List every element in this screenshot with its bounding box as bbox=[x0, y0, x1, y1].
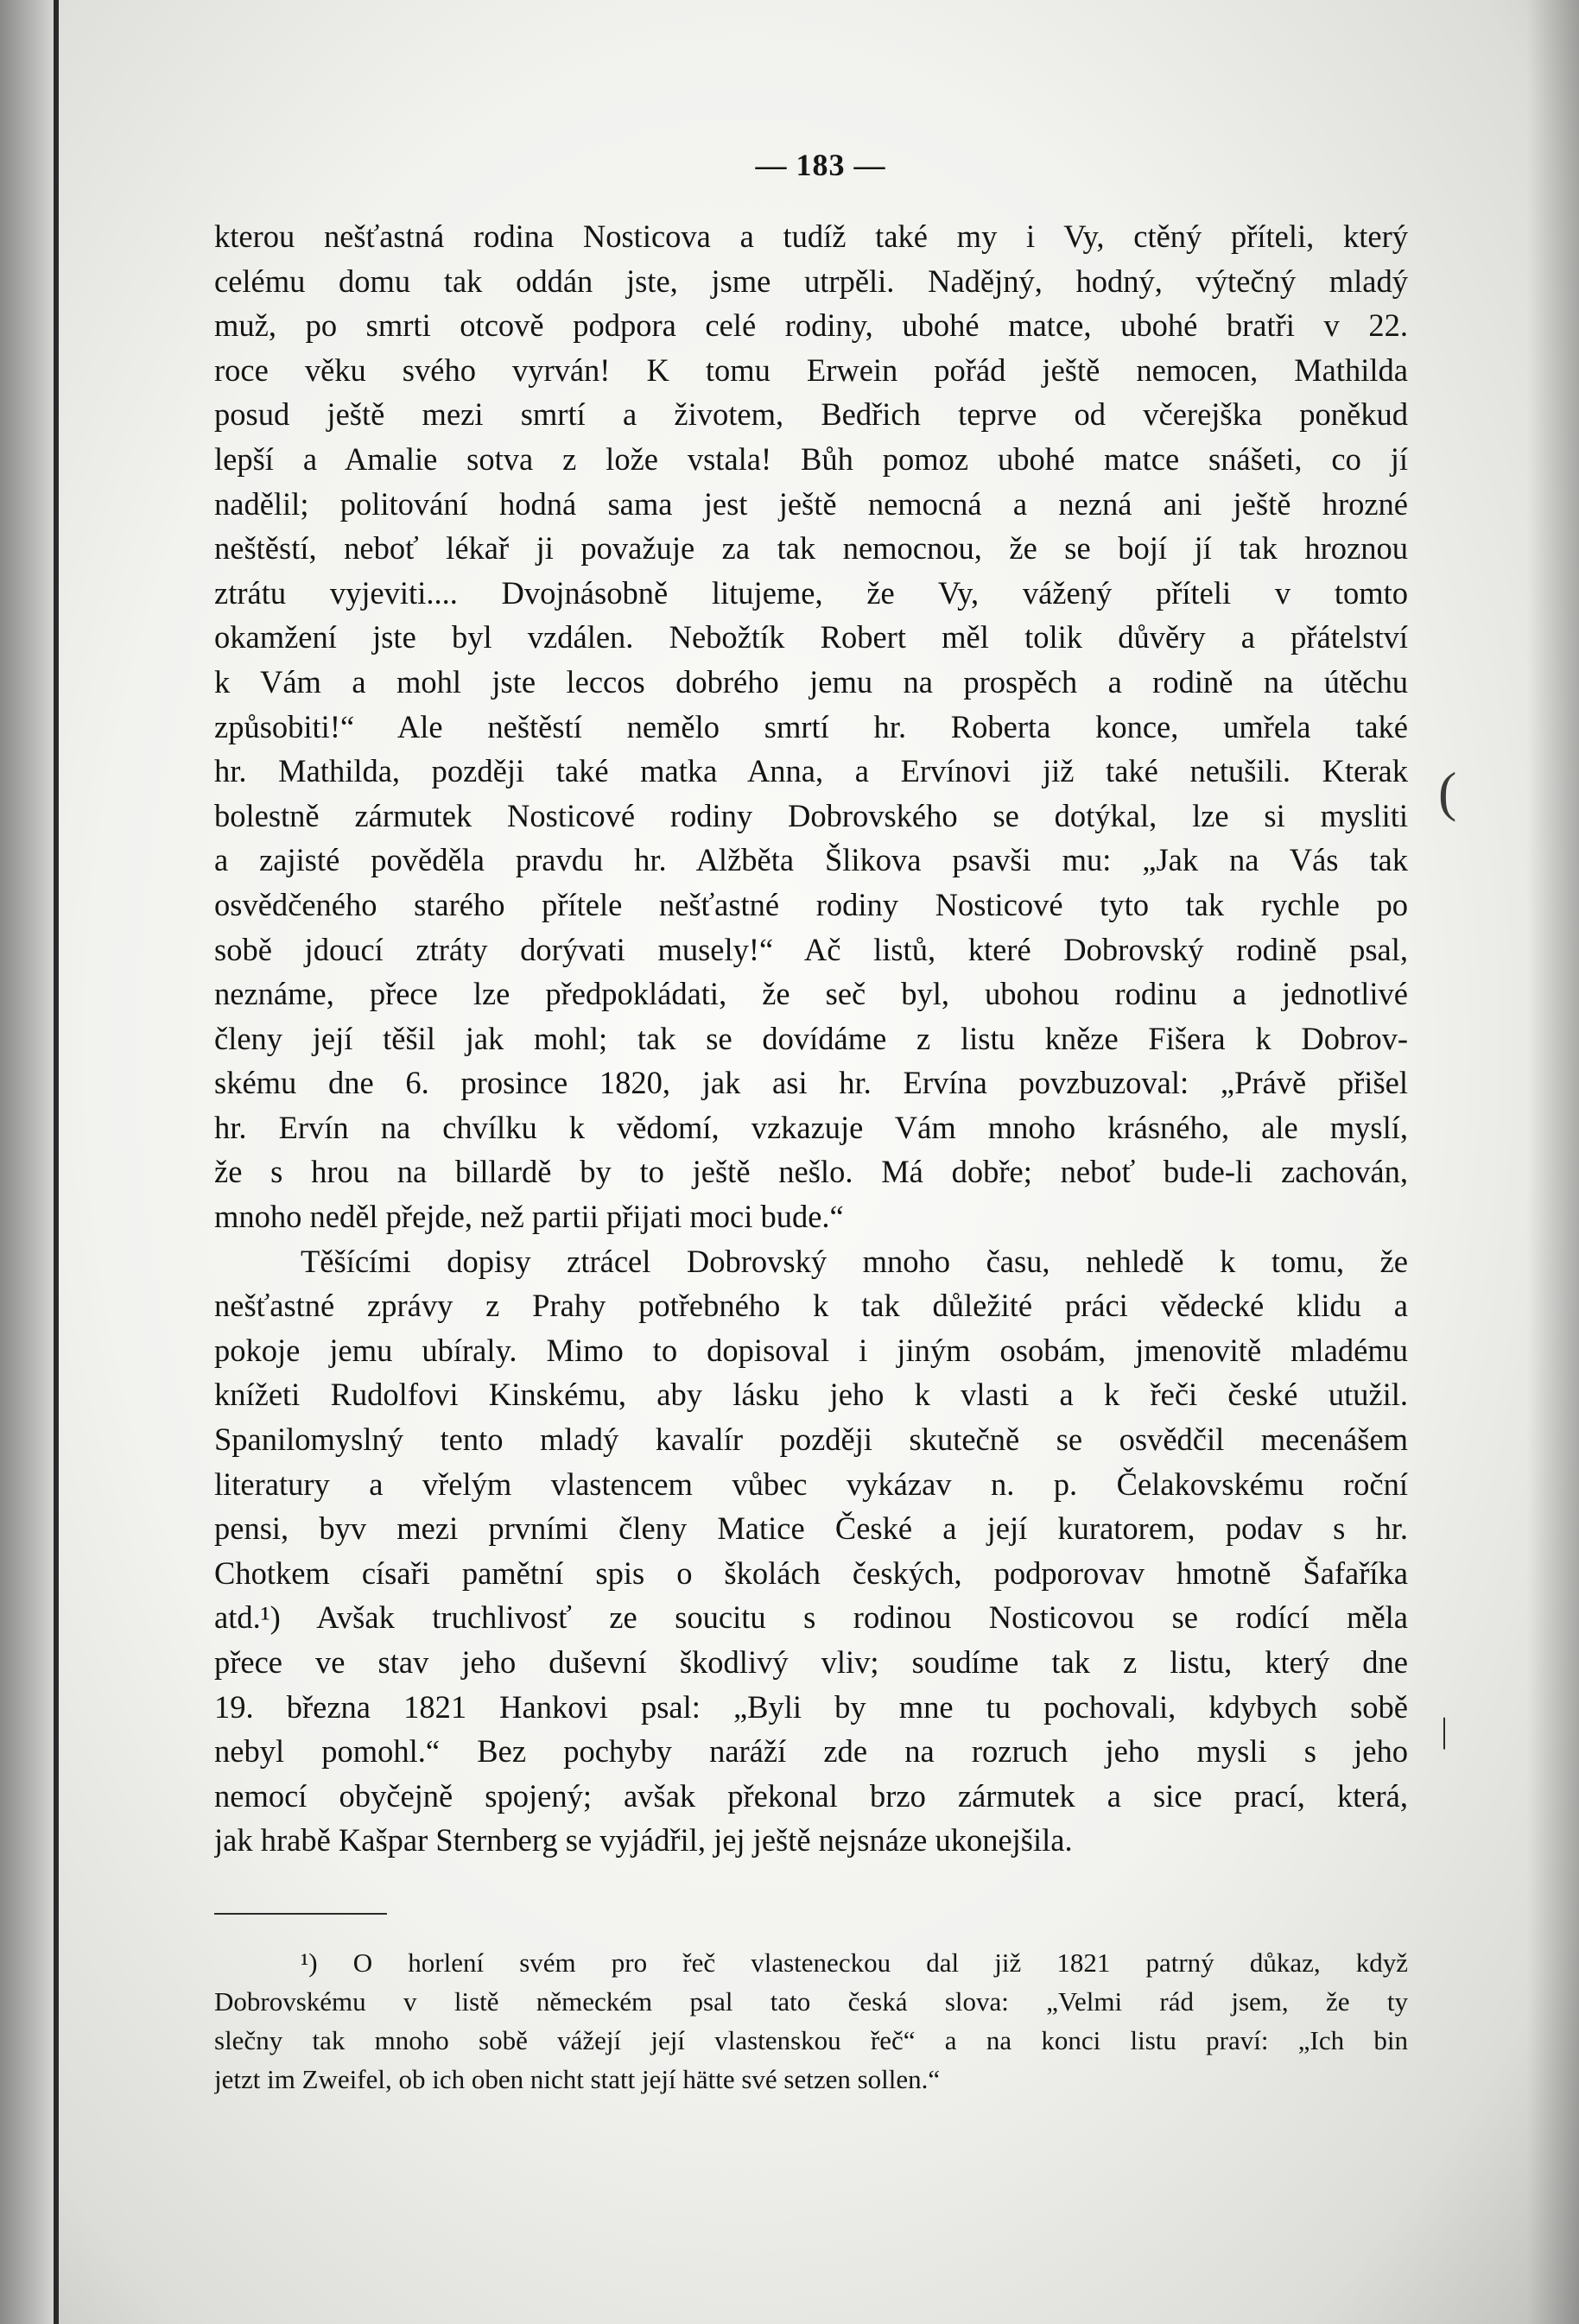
body-line: okamžení jste byl vzdálen. Nebožtík Robert měl tolik důvěry a přátelství bbox=[214, 619, 1408, 655]
body-line: ztrátu vyjeviti.... Dvojnásobně litujeme, že Vy, vážený příteli v tomto bbox=[214, 574, 1408, 611]
body-line: že s hrou na billardě by to ještě nešlo. Má dobře; neboť bude-li zachován, bbox=[214, 1154, 1408, 1190]
page-shadow bbox=[1527, 0, 1579, 2324]
body-line: pensi, byv mezi prvními členy Matice České a její kuratorem, podav s hr. bbox=[214, 1510, 1408, 1547]
body-line: Těšícími dopisy ztrácel Dobrovský mnoho času, nehledě k tomu, že bbox=[301, 1243, 1408, 1279]
body-line: nadělil; politování hodná sama jest ještě nemocná a nezná ani ještě hrozné bbox=[214, 485, 1408, 522]
footnote-rule bbox=[214, 1913, 387, 1915]
body-line: neznáme, přece lze předpokládati, že seč byl, ubohou rodinu a jednotlivé bbox=[214, 976, 1408, 1012]
body-line: 19. března 1821 Hankovi psal: „Byli by mne tu pochovali, kdybych sobě bbox=[214, 1688, 1408, 1725]
footnotes bbox=[214, 1943, 1408, 2099]
body-line: a zajisté pověděla pravdu hr. Alžběta Šlikova psavši mu: „Jak na Vás tak bbox=[214, 842, 1408, 878]
body-line: lepší a Amalie sotva z lože vstala! Bůh pomoz ubohé matce snášeti, co jí bbox=[214, 440, 1408, 477]
body-line: členy její těšil jak mohl; tak se dovídáme z listu kněze Fišera k Dobrov- bbox=[214, 1020, 1408, 1056]
body-line: kterou nešťastná rodina Nosticova a tudíž také my i Vy, ctěný příteli, který bbox=[214, 218, 1408, 254]
footnote-line: jetzt im Zweifel, ob ich oben nicht statt její hätte své setzen sollen.“ bbox=[214, 2064, 941, 2094]
body-line: skému dne 6. prosince 1820, jak asi hr. Ervína povzbuzoval: „Právě přišel bbox=[214, 1065, 1408, 1101]
scan-edge-left bbox=[0, 0, 55, 2324]
body-line: nešťastné zprávy z Prahy potřebného k tak důležité práci vědecké klidu a bbox=[214, 1288, 1408, 1324]
body-text bbox=[214, 214, 1408, 1863]
page-number: — 183 — bbox=[755, 148, 886, 182]
body-line: atd.¹) Avšak truchlivosť ze soucitu s rodinou Nosticovou se rodící měla bbox=[214, 1599, 1408, 1636]
body-line: osvědčeného starého přítele nešťastné rodiny Nosticové tyto tak rychle po bbox=[214, 886, 1408, 922]
body-line: neštěstí, neboť lékař ji považuje za tak nemocnou, že se bojí jí tak hroznou bbox=[214, 530, 1408, 567]
body-line: literatury a vřelým vlastencem vůbec vykázav n. p. Čelakovskému roční bbox=[214, 1466, 1408, 1502]
body-line: pokoje jemu ubíraly. Mimo to dopisoval i jiným osobám, jmenovitě mladému bbox=[214, 1332, 1408, 1368]
body-line: knížeti Rudolfovi Kinskému, aby lásku jeho k vlasti a k řeči české utužil. bbox=[214, 1377, 1408, 1413]
body-line: celému domu tak oddán jste, jsme utrpěli. Nadějný, hodný, výtečný mladý bbox=[214, 263, 1408, 299]
body-line: hr. Ervín na chvílku k vědomí, vzkazuje Vám mnoho krásného, ale myslí, bbox=[214, 1109, 1408, 1145]
body-line: přece ve stav jeho duševní škodlivý vliv; soudíme tak z listu, který dne bbox=[214, 1644, 1408, 1680]
body-line: hr. Mathilda, později také matka Anna, a Ervínovi již také netušili. Kterak bbox=[214, 753, 1408, 789]
body-line: k Vám a mohl jste leccos dobrého jemu na prospěch a rodině na útěchu bbox=[214, 663, 1408, 700]
body-line: jak hrabě Kašpar Sternberg se vyjádřil, jej ještě nejsnáze ukonejšila. bbox=[214, 1822, 1073, 1859]
body-line: bolestně zármutek Nosticové rodiny Dobrovského se dotýkal, lze si mysliti bbox=[214, 797, 1408, 833]
footnote-line: Dobrovskému v listě německém psal tato česká slova: „Velmi rád jsem, že ty bbox=[214, 1986, 1408, 2017]
footnote-line: ¹) O horlení svém pro řeč vlasteneckou dal již 1821 patrný důkaz, když bbox=[301, 1947, 1408, 1978]
body-line: Spanilomyslný tento mladý kavalír později skutečně se osvědčil mecenášem bbox=[214, 1422, 1408, 1458]
margin-bar-mark: | bbox=[1441, 1711, 1449, 1750]
margin-bracket-mark: ( bbox=[1438, 761, 1457, 822]
body-line: posud ještě mezi smrtí a životem, Bedřich teprve od včerejška poněkud bbox=[214, 396, 1408, 433]
body-line: nemocí obyčejně spojený; avšak překonal brzo zármutek a sice prací, která, bbox=[214, 1777, 1408, 1814]
body-line: roce věku svého vyrván! K tomu Erwein pořád ještě nemocen, Mathilda bbox=[214, 351, 1408, 388]
body-line: muž, po smrti otcově podpora celé rodiny, ubohé matce, ubohé bratři v 22. bbox=[214, 307, 1408, 344]
body-line: nebyl pomohl.“ Bez pochyby naráží zde na rozruch jeho mysli s jeho bbox=[214, 1733, 1408, 1770]
body-line: sobě jdoucí ztráty dorývati musely!“ Ač listů, které Dobrovský rodině psal, bbox=[214, 931, 1408, 967]
footnote-line: slečny tak mnoho sobě vážejí její vlastenskou řeč“ a na konci listu praví: „Ich bin bbox=[214, 2025, 1408, 2055]
body-line: mnoho neděl přejde, než partii přijati moci bude.“ bbox=[214, 1199, 844, 1235]
body-line: Chotkem císaři pamětní spis o školách českých, podporovav hmotně Šafaříka bbox=[214, 1555, 1408, 1591]
body-line: způsobiti!“ Ale neštěstí nemělo smrtí hr. Roberta konce, umřela také bbox=[214, 708, 1408, 744]
